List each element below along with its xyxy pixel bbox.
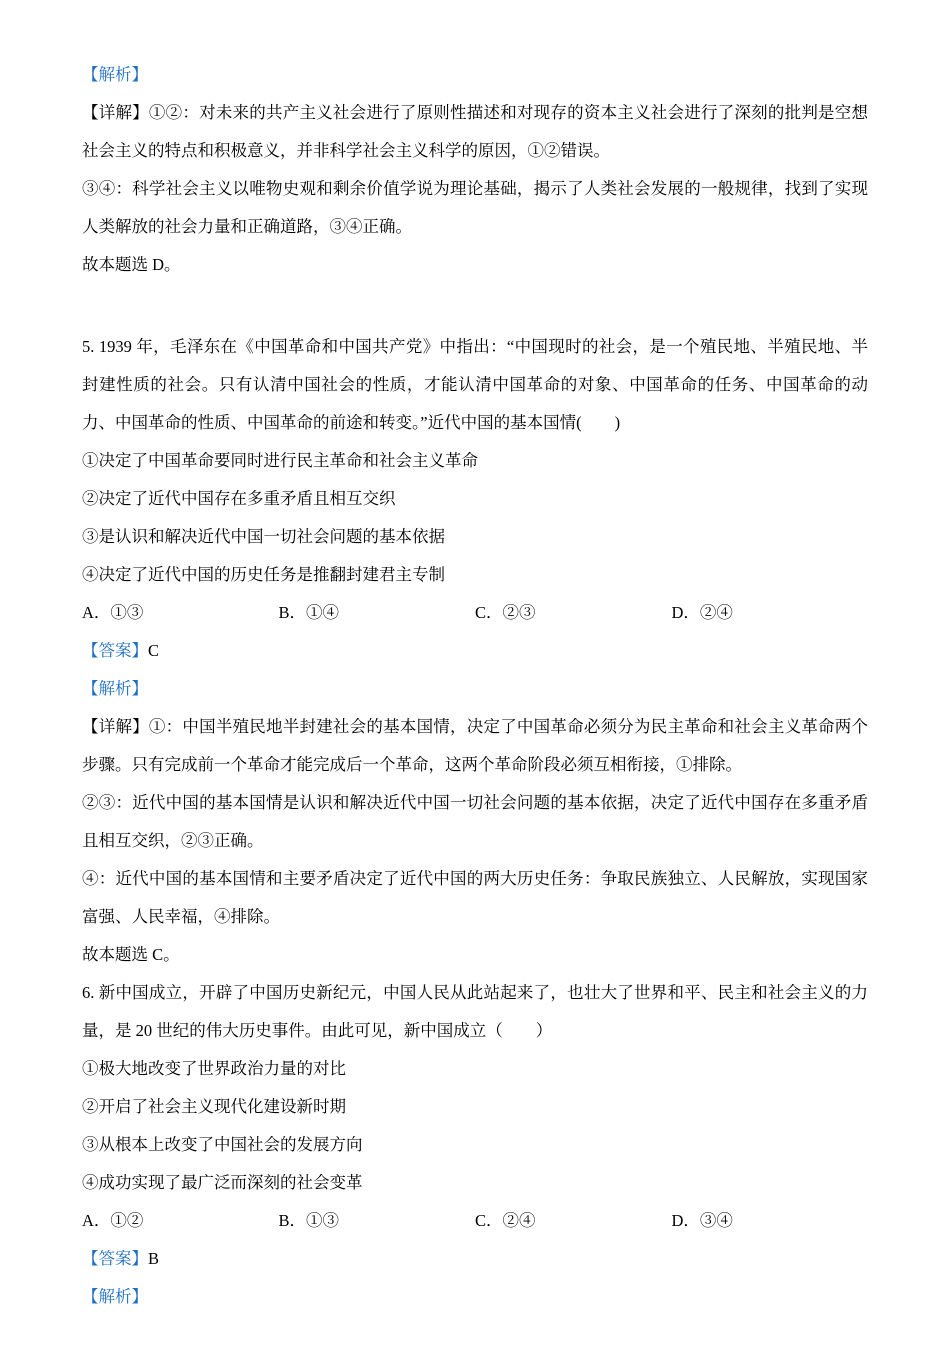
option-row <box>82 1202 868 1240</box>
analysis-label: 【解析】 <box>82 679 148 698</box>
option-choice[interactable]: A．①③ <box>82 603 144 622</box>
paragraph: ①极大地改变了世界政治力量的对比 <box>82 1059 346 1078</box>
paragraph: ①决定了中国革命要同时进行民主革命和社会主义革命 <box>82 451 478 470</box>
answer-label: 【答案】 <box>82 1249 148 1268</box>
analysis-label: 【解析】 <box>82 1287 148 1306</box>
paragraph: 故本题选 D。 <box>82 255 181 274</box>
paragraph: 【详解】①：中国半殖民地半封建社会的基本国情，决定了中国革命必须分为民主革命和社会主义革命两个步骤。只有完成前一个革命才能完成后一个革命，这两个革命阶段必须互相衔接，①排除。 <box>82 717 868 774</box>
answer-row <box>82 1240 868 1278</box>
paragraph: ④成功实现了最广泛而深刻的社会变革 <box>82 1173 363 1192</box>
option-choice[interactable]: C．②④ <box>475 1211 536 1230</box>
analysis-label: 【解析】 <box>82 65 148 84</box>
paragraph: ③④：科学社会主义以唯物史观和剩余价值学说为理论基础，揭示了人类社会发展的一般规律，找到了实现人类解放的社会力量和正确道路，③④正确。 <box>82 179 868 236</box>
option-choice[interactable]: D．③④ <box>671 1211 733 1230</box>
option-choice[interactable]: B．①④ <box>278 603 340 622</box>
paragraph: 故本题选 C。 <box>82 945 180 964</box>
option-choice[interactable]: A．①② <box>82 1211 144 1230</box>
paragraph: ③是认识和解决近代中国一切社会问题的基本依据 <box>82 527 445 546</box>
paragraph: ②③：近代中国的基本国情是认识和解决近代中国一切社会问题的基本依据，决定了近代中国存在多重矛盾且相互交织，②③正确。 <box>82 793 868 850</box>
paragraph: 【详解】①②：对未来的共产主义社会进行了原则性描述和对现存的资本主义社会进行了深刻的批判是空想社会主义的特点和积极意义，并非科学社会主义科学的原因，①②错误。 <box>82 103 868 160</box>
answer-value: B <box>148 1249 160 1268</box>
answer-label: 【答案】 <box>82 641 148 660</box>
paragraph: ②决定了近代中国存在多重矛盾且相互交织 <box>82 489 396 508</box>
paragraph: 6. 新中国成立，开辟了中国历史新纪元，中国人民从此站起来了，也壮大了世界和平、民主和社会主义的力量，是 20 世纪的伟大历史事件。由此可见，新中国成立（ ） <box>82 983 868 1040</box>
paragraph: ③从根本上改变了中国社会的发展方向 <box>82 1135 363 1154</box>
paragraph: 5. 1939 年，毛泽东在《中国革命和中国共产党》中指出：“中国现时的社会，是一个殖民地、半殖民地、半封建性质的社会。只有认清中国社会的性质，才能认清中国革命的对象、中国革命的任务、中国革命的动力、中国革命的性质、中国革命的前途和转变。”近代中国的基本国情( ) <box>82 337 868 432</box>
paragraph: ②开启了社会主义现代化建设新时期 <box>82 1097 346 1116</box>
option-choice[interactable]: C．②③ <box>475 603 536 622</box>
answer-value: C <box>148 641 160 660</box>
answer-row <box>82 632 868 670</box>
paragraph: ④决定了近代中国的历史任务是推翻封建君主专制 <box>82 565 445 584</box>
option-choice[interactable]: D．②④ <box>671 603 733 622</box>
option-row <box>82 594 868 632</box>
paragraph: ④：近代中国的基本国情和主要矛盾决定了近代中国的两大历史任务：争取民族独立、人民解放，实现国家富强、人民幸福，④排除。 <box>82 869 868 926</box>
paragraph-spacer <box>82 284 868 328</box>
document-content <box>82 56 868 1316</box>
option-choice[interactable]: B．①③ <box>278 1211 340 1230</box>
